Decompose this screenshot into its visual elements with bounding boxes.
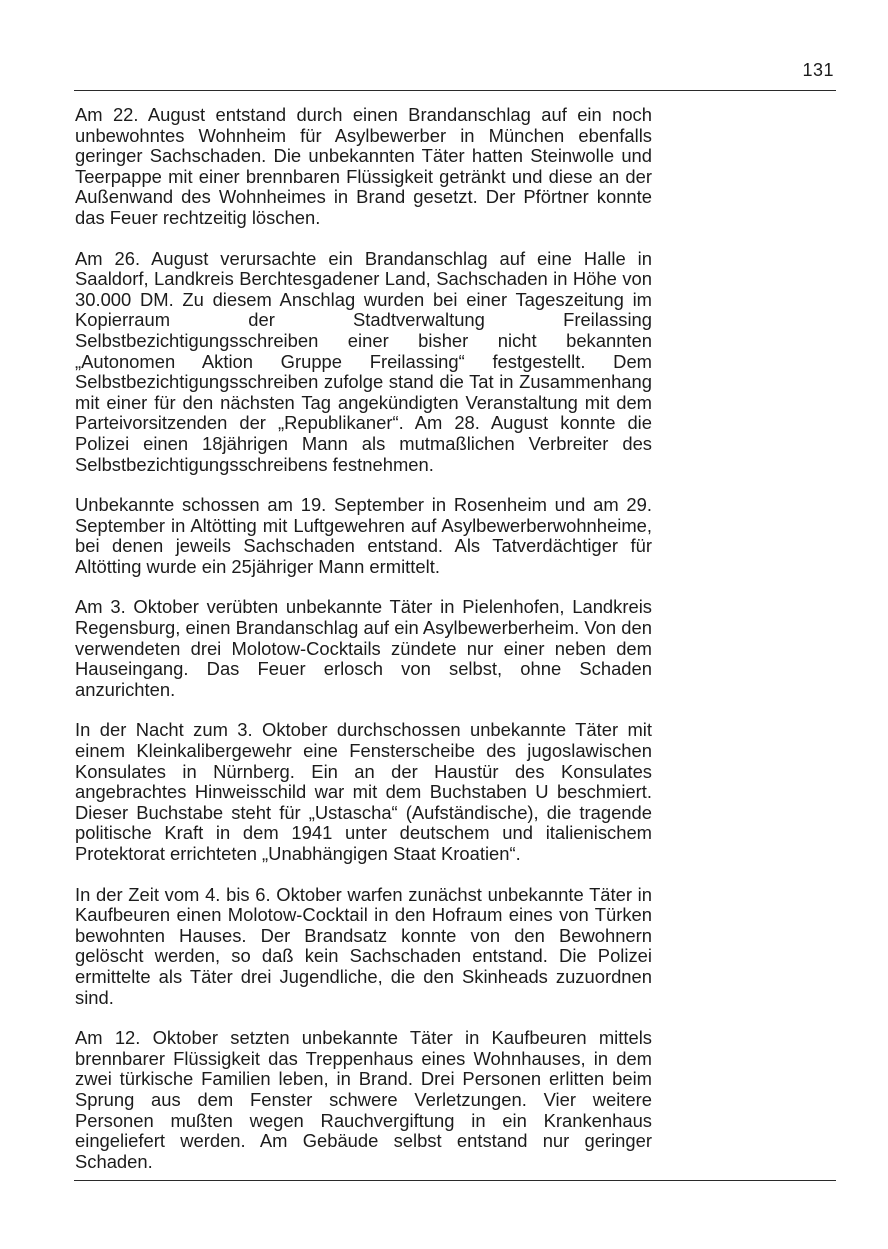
paragraph: Am 22. August entstand durch einen Brandanschlag auf ein noch unbewohntes Wohnheim für Asylbewerber in München ebenfalls geringer Sachschaden. Die unbekannten Täter hatten Steinwolle und Teerpappe mit einer brennbaren Flüssigkeit getränkt und diese an der Außenwand des Wohnheimes in Brand gesetzt. Der Pförtner konnte das Feuer rechtzeitig löschen.: [75, 104, 652, 228]
footer-rule: [74, 1180, 836, 1181]
paragraph: Am 26. August verursachte ein Brandanschlag auf eine Halle in Saaldorf, Landkreis Berchtesgadener Land, Sachschaden in Höhe von 30.000 DM. Zu diesem Anschlag wurden bei einer Tageszeitung im Kopierraum der Stadtverwaltung Freilassing Selbstbezichtigungsschreiben einer bisher nicht bekannten „Autonomen Aktion Gruppe Freilassing“ festgestellt. Dem Selbstbezichtigungsschreiben zufolge stand die Tat in Zusammenhang mit einer für den nächsten Tag angekündigten Veranstaltung mit dem Parteivorsitzenden der „Republikaner“. Am 28. August konnte die Polizei einen 18jährigen Mann als mutmaßlichen Verbreiter des Selbstbezichtigungsschreibens festnehmen.: [75, 247, 652, 475]
header-rule: [74, 90, 836, 91]
paragraph: In der Zeit vom 4. bis 6. Oktober warfen zunächst unbekannte Täter in Kaufbeuren einen Molotow-Cocktail in den Hofraum eines von Türken bewohnten Hauses. Der Brandsatz konnte von den Bewohnern gelöscht werden, so daß kein Sachschaden entstand. Die Polizei ermittelte als Täter drei Jugendliche, die den Skinheads zuzuordnen sind.: [75, 883, 652, 1008]
paragraph: Am 3. Oktober verübten unbekannte Täter in Pielenhofen, Landkreis Regensburg, einen Brandanschlag auf ein Asylbewerberheim. Von den verwendeten drei Molotow-Cocktails zündete nur einer neben dem Hauseingang. Das Feuer erlosch von selbst, ohne Schaden anzurichten.: [75, 596, 652, 700]
body-text: [75, 105, 652, 1192]
paragraph: Unbekannte schossen am 19. September in Rosenheim und am 29. September in Altötting mit Luftgewehren auf Asylbewerberwohnheime, bei denen jeweils Sachschaden entstand. Als Tatverdächtiger für Altötting wurde ein 25jähriger Mann ermittelt.: [75, 494, 652, 577]
paragraph: In der Nacht zum 3. Oktober durchschossen unbekannte Täter mit einem Kleinkalibergewehr eine Fensterscheibe des jugoslawischen Konsulates in Nürnberg. Ein an der Haustür des Konsulates angebrachtes Hinweisschild war mit dem Buchstaben U beschmiert. Dieser Buchstabe steht für „Ustascha“ (Aufständische), die tragende politische Kraft in dem 1941 unter deutschem und italienischem Protektorat errichteten „Unabhängigen Staat Kroatien“.: [75, 719, 652, 864]
page-number: 131: [802, 60, 834, 80]
paragraph: Am 12. Oktober setzten unbekannte Täter in Kaufbeuren mittels brennbarer Flüssigkeit das Treppenhaus eines Wohnhauses, in dem zwei türkische Familien leben, in Brand. Drei Personen erlitten beim Sprung aus dem Fenster schwere Verletzungen. Vier weitere Personen mußten wegen Rauchvergiftung in ein Krankenhaus eingeliefert werden. Am Gebäude selbst entstand nur geringer Schaden.: [75, 1027, 652, 1172]
